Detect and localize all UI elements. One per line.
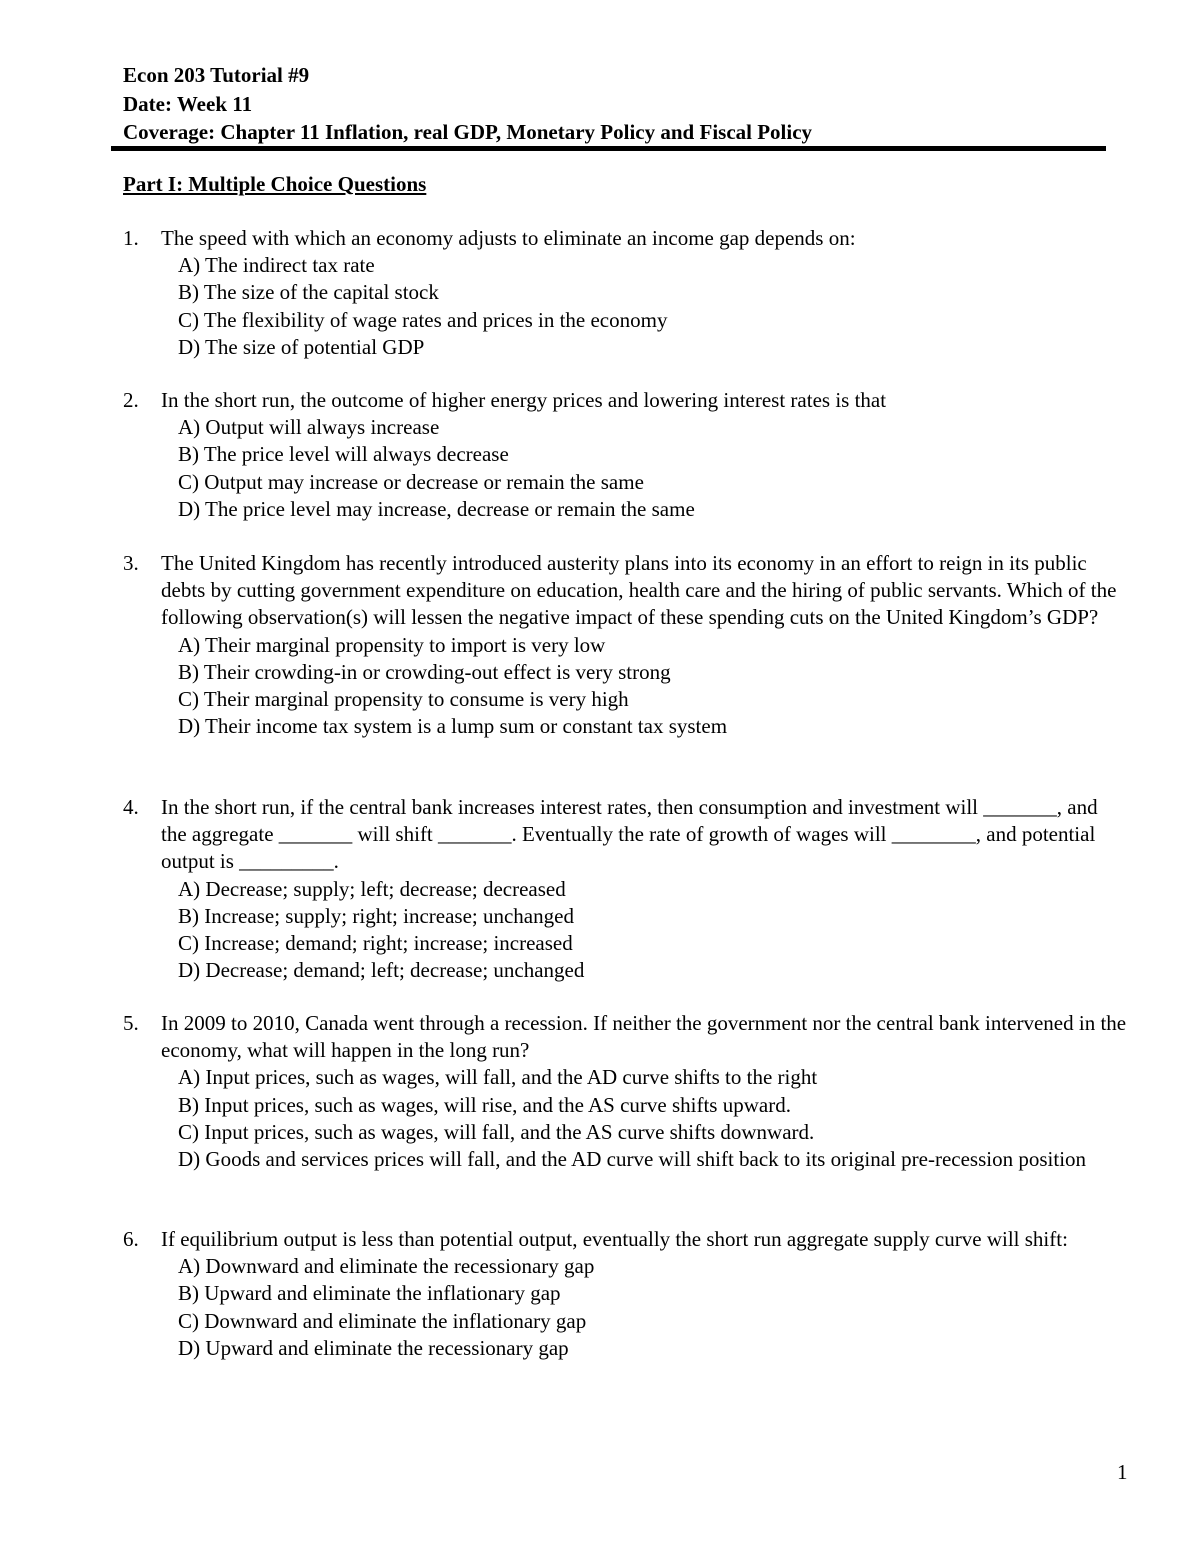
question-stem: In the short run, if the central bank increases interest rates, then consumption and investment will _______, and the aggregate _______ will shift _______. Eventually the rate of growth of wages will ________, and potential output is _________. [161,795,1098,874]
header-divider [111,146,1106,151]
course-title: Econ 203 Tutorial #9 [123,63,310,87]
answer-options [178,414,1128,523]
option-d: D) Decrease; demand; left; decrease; unchanged [178,958,585,983]
question-stem: In the short run, the outcome of higher energy prices and lowering interest rates is that [161,388,887,412]
option-c: C) Increase; demand; right; increase; increased [178,931,573,956]
question-stem: The United Kingdom has recently introduced austerity plans into its economy in an effort to reign in its public debts by cutting government expenditure on education, health care and the hiring of public servants. Which of the following observation(s) will lessen the negative impact of these spending cuts on the United Kingdom’s GDP? [161,551,1117,630]
question-stem: If equilibrium output is less than potential output, eventually the short run aggregate supply curve will shift: [161,1227,1068,1251]
option-a: A) The indirect tax rate [178,253,375,278]
option-a: A) Downward and eliminate the recessionary gap [178,1254,595,1279]
answer-options [178,1253,1128,1362]
question-4 [123,794,1128,984]
option-b: B) The price level will always decrease [178,442,509,467]
answer-options [178,252,1128,361]
question-1 [123,225,1128,361]
question-number: 6. [123,1227,139,1251]
option-d: D) Upward and eliminate the recessionary gap [178,1335,569,1360]
option-a: A) Their marginal propensity to import is very low [178,632,606,657]
answer-options [178,876,1128,985]
option-d: D) The price level may increase, decrease or remain the same [178,496,695,521]
coverage-line: Coverage: Chapter 11 Inflation, real GDP, Monetary Policy and Fiscal Policy [123,120,813,144]
option-a: A) Decrease; supply; left; decrease; decreased [178,876,566,901]
option-b: B) The size of the capital stock [178,280,439,305]
date-line: Date: Week 11 [123,91,253,116]
option-b: B) Upward and eliminate the inflationary gap [178,1281,561,1306]
question-stem: The speed with which an economy adjusts to eliminate an income gap depends on: [161,226,856,250]
option-c: C) Downward and eliminate the inflationary gap [178,1308,587,1333]
section-title: Part I: Multiple Choice Questions [123,172,427,196]
question-6 [123,1226,1128,1362]
question-2 [123,387,1128,523]
question-stem: In 2009 to 2010, Canada went through a recession. If neither the government nor the central bank intervened in the economy, what will happen in the long run? [161,1011,1127,1063]
question-number: 2. [123,388,139,412]
option-c: C) Their marginal propensity to consume is very high [178,687,629,712]
option-a: A) Output will always increase [178,415,440,440]
question-3 [123,550,1128,740]
option-d: D) The size of potential GDP [178,334,425,359]
option-a: A) Input prices, such as wages, will fall, and the AD curve shifts to the right [178,1065,818,1090]
option-c: C) Output may increase or decrease or remain the same [178,469,644,494]
answer-options [178,632,1128,741]
option-b: B) Input prices, such as wages, will rise, and the AS curve shifts upward. [178,1092,791,1117]
question-number: 1. [123,226,139,250]
question-number: 5. [123,1011,139,1035]
page-number: 1 [1117,1460,1128,1484]
option-c: C) The flexibility of wage rates and prices in the economy [178,307,668,332]
option-d: D) Their income tax system is a lump sum or constant tax system [178,714,728,739]
option-d: D) Goods and services prices will fall, and the AD curve will shift back to its original pre-recession position [178,1147,1087,1172]
question-number: 3. [123,551,139,575]
option-b: B) Increase; supply; right; increase; unchanged [178,903,574,928]
option-b: B) Their crowding-in or crowding-out effect is very strong [178,659,671,684]
option-c: C) Input prices, such as wages, will fall, and the AS curve shifts downward. [178,1119,815,1144]
question-number: 4. [123,795,139,819]
answer-options [178,1064,1128,1173]
question-5 [123,1010,1128,1173]
document-header [123,61,1108,147]
